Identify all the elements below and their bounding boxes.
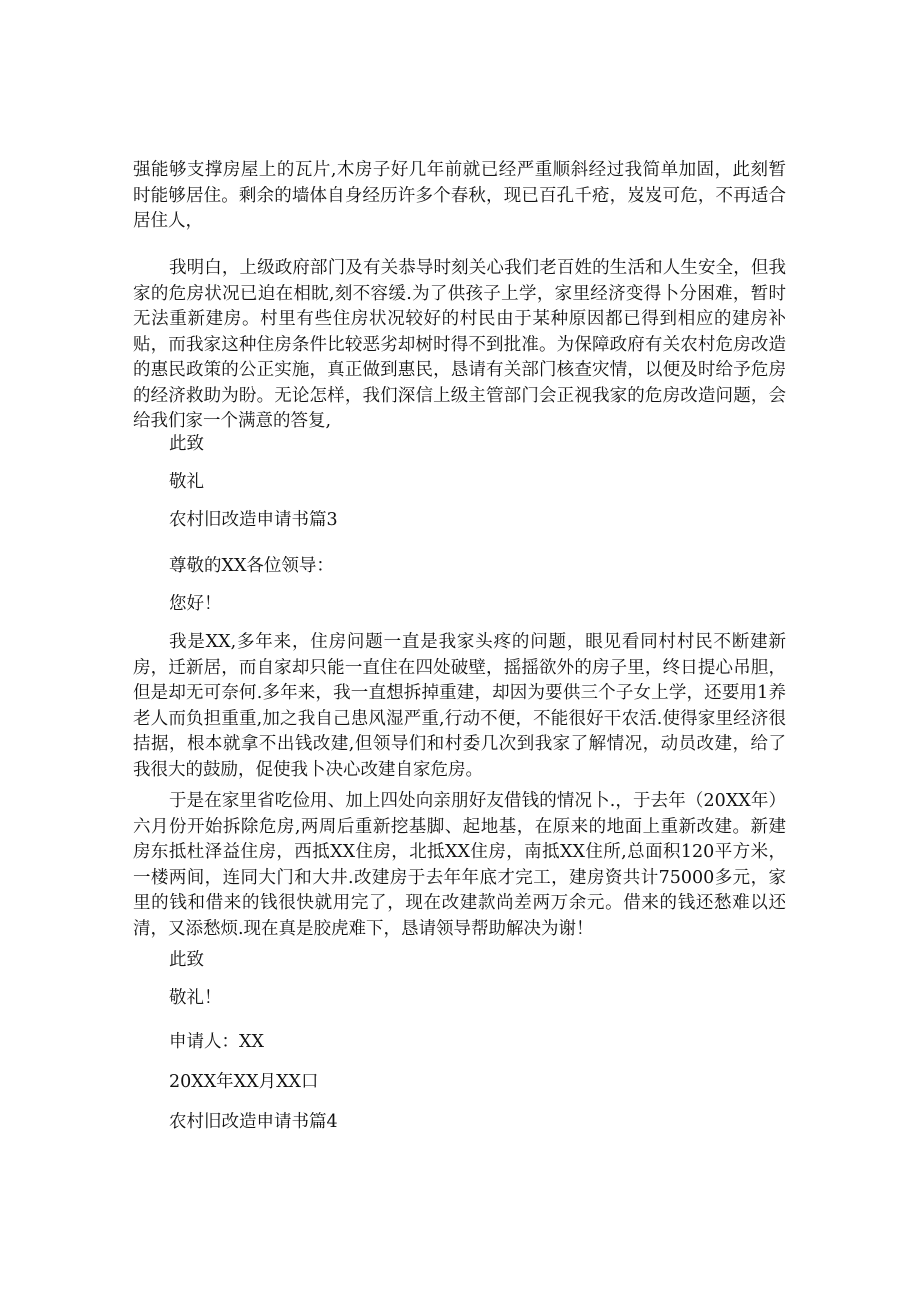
section-title-4: 农村旧改造申请书篇4 <box>169 1112 338 1132</box>
closing-regards-2: 敬礼！ <box>169 988 222 1008</box>
greeting-hello: 您好！ <box>169 594 222 614</box>
paragraph-situation: 我是XX,多年来，住房问题一直是我家头疼的问题，眼见看同村村民不断建新房，迁新居，而自家却只能一直住在四处破壁，摇摇欲外的房子里，终日提心吊胆，但是却无可奈何.多年来，我一直想拆掉重建，却因为要供三个子女上学，还要用1养老人而负担重重,加之我自己患风湿严重,行动不便，不能很好干农活.使得家里经济很拮据，根本就拿不出钱改建,但领导们和村委几次到我家了解情况，动员改建，给了我很大的鼓励，促使我卜决心改建自家危房。 <box>133 632 786 780</box>
application-date: 20XX年XX月XX口 <box>169 1072 319 1092</box>
paragraph-continued: 强能够支撑房屋上的瓦片,木房子好几年前就已经严重顺斜经过我简单加固，此刻暂时能够居住。剩余的墙体自身经历许多个春秋，现已百孔千疮，岌岌可危，不再适合居住人， <box>133 160 786 231</box>
paragraph-request-reason: 我明白，上级政府部门及有关恭导时刻关心我们老百姓的生活和人生安全，但我家的危房状况已迫在相眈,刻不容缓.为了供孩子上学，家里经济变得卜分困难，暂时无法重新建房。村里有些住房状况较好的村民由于某种原因都已得到相应的建房补贴，而我家这种住房条件比较恶劣却树时得不到批准。为保障政府有关农村危房改造的惠民政策的公正实施，真正做到惠民，恳请有关部门核查灾情，以便及时给予危房的经济救助为盼。无论怎样，我们深信上级主管部门会正视我家的危房改造问题，会给我们家一个满意的答复, <box>133 258 786 431</box>
section-title-3: 农村旧改造申请书篇3 <box>169 510 338 530</box>
closing-salutation: 此致 <box>169 434 204 454</box>
paragraph-rebuild: 于是在家里省吃俭用、加上四处向亲朋好友借钱的情况卜.，于去年（20XX年）六月份开始拆除危房,两周后重新挖基脚、起地基，在原来的地面上重新改建。新建房东抵杜泽益住房，西抵XX住房，北抵XX住房，南抵XX住所,总面积120平方米，一楼两间，连同大门和大井.改建房于去年年底才完工，建房资共计75000多元，家里的钱和借来的钱很快就用完了，现在改建款尚差两万余元。借来的钱还愁难以还清，又添愁烦.现在真是胶虎难下，恳请领导帮助解决为谢！ <box>133 791 786 939</box>
applicant-signature: 申请人：XX <box>169 1032 264 1052</box>
greeting-recipient: 尊敬的XX各位领导： <box>169 556 334 576</box>
closing-salutation-2: 此致 <box>169 950 204 970</box>
closing-regards: 敬礼 <box>169 472 204 492</box>
